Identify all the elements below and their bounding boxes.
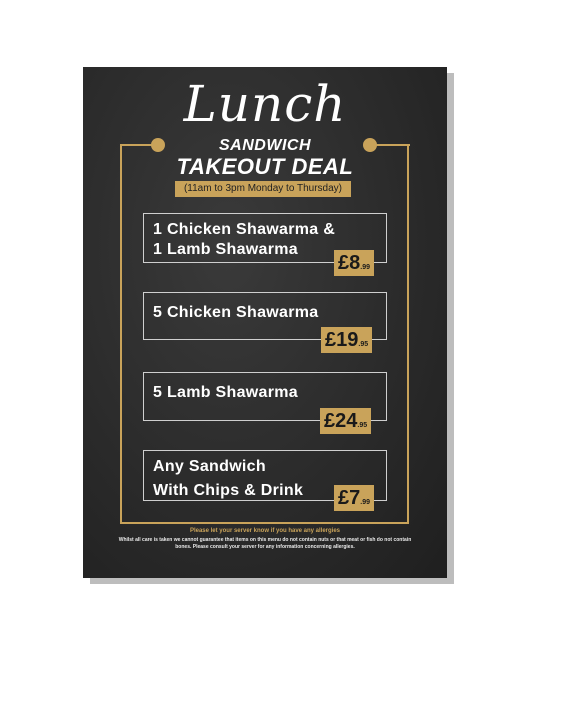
main-title: TAKEOUT DEAL bbox=[176, 154, 354, 179]
price-pence: .99 bbox=[360, 499, 370, 506]
deal-line-1: 1 Chicken Shawarma & bbox=[153, 221, 336, 238]
price-pence: .99 bbox=[360, 264, 370, 271]
deal-line-1: Any Sandwich bbox=[153, 458, 266, 475]
deal-text bbox=[153, 383, 298, 403]
price-main: £19 bbox=[325, 329, 359, 351]
allergy-heading: Please let your server know if you have any allergies bbox=[189, 528, 341, 534]
price-pence: .95 bbox=[358, 341, 369, 348]
price-tag-2 bbox=[321, 327, 372, 353]
deal-text bbox=[153, 455, 303, 503]
deal-text bbox=[153, 303, 318, 323]
subtitle: SANDWICH bbox=[219, 137, 311, 154]
deal-line-2: With Chips & Drink bbox=[153, 482, 304, 499]
deal-line-1: 5 Lamb Shawarma bbox=[153, 384, 298, 401]
price-main: £7 bbox=[338, 487, 361, 509]
deal-line-2: 1 Lamb Shawarma bbox=[153, 241, 298, 258]
menu-poster bbox=[83, 67, 447, 578]
lunch-script-title: Lunch bbox=[183, 75, 347, 133]
deal-text bbox=[153, 220, 335, 260]
deal-line-1: 5 Chicken Shawarma bbox=[153, 304, 319, 321]
price-main: £24 bbox=[324, 410, 358, 432]
price-tag-4 bbox=[334, 485, 374, 511]
allergy-note: Whilst all care is taken we cannot guarantee that items on this menu do not contain nuts or that meat or fish do not contain bones. Please consult your server for any information concerning allergies. bbox=[118, 537, 412, 550]
price-pence: .95 bbox=[357, 422, 368, 429]
hours-banner: (11am to 3pm Monday to Thursday) bbox=[175, 181, 351, 197]
price-tag-1 bbox=[334, 250, 374, 276]
price-main: £8 bbox=[338, 252, 361, 274]
price-tag-3 bbox=[320, 408, 371, 434]
